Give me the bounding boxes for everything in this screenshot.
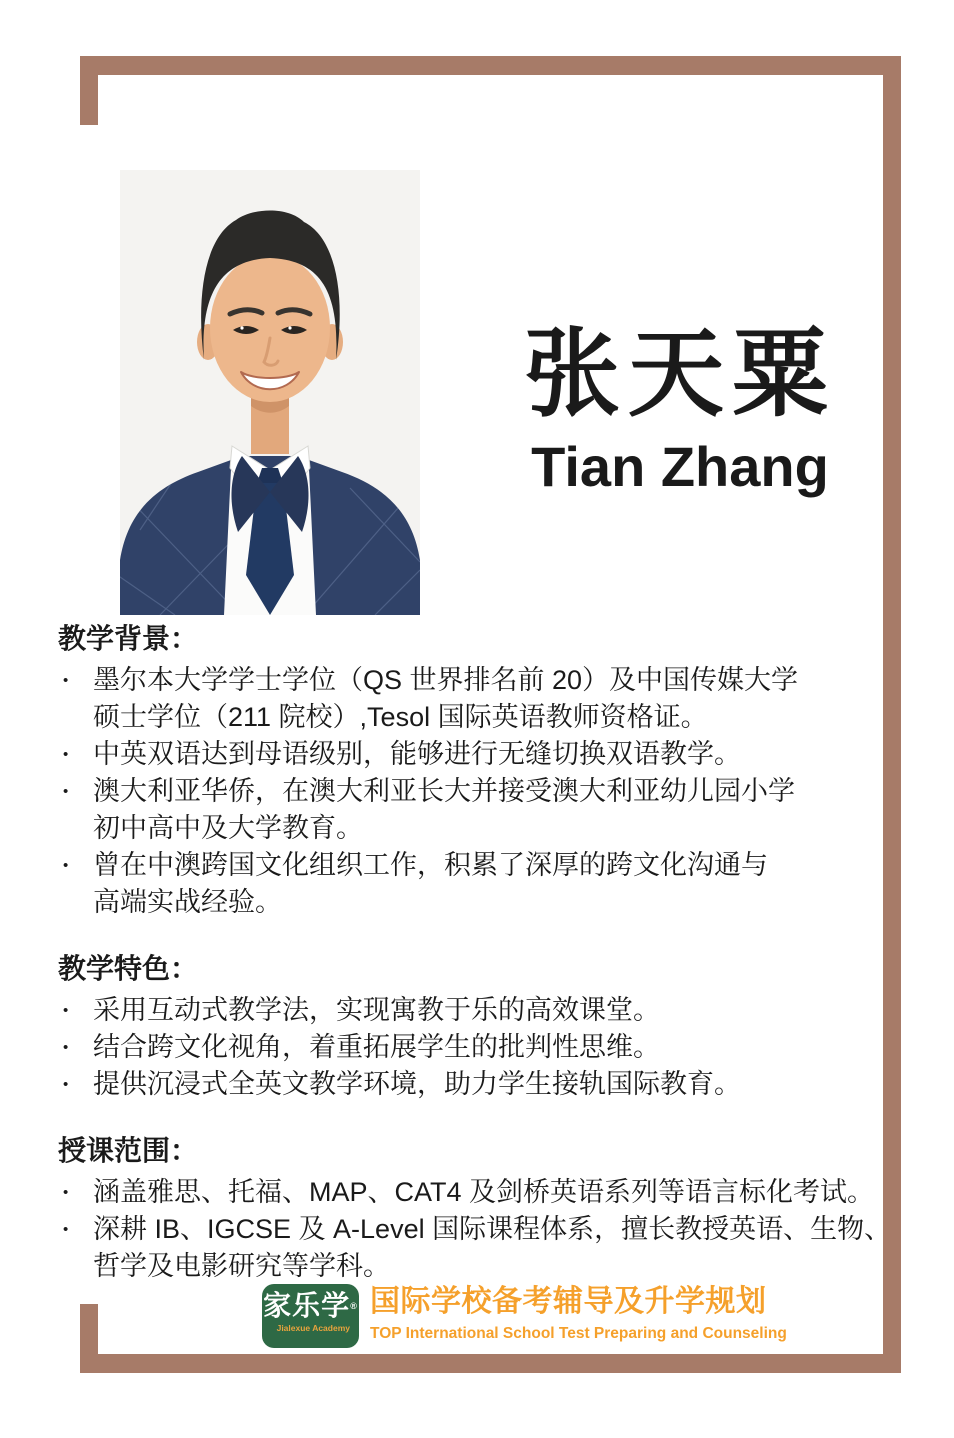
bullet-icon: • — [63, 1221, 69, 1238]
bullet-line: 初中高中及大学教育。 — [93, 813, 363, 843]
bullet-item — [58, 773, 870, 847]
bullet-line: 中英双语达到母语级别，能够进行无缝切换双语教学。 — [93, 739, 741, 769]
teacher-photo — [120, 170, 420, 615]
frame-top-bar — [80, 56, 901, 75]
frame-right-bar — [883, 56, 901, 1373]
teacher-portrait-illustration — [120, 170, 420, 615]
bullet-line: 墨尔本大学学士学位（QS 世界排名前 20）及中国传媒大学 — [93, 665, 799, 695]
bullet-item — [58, 662, 870, 736]
profile-content — [58, 620, 892, 1314]
bullet-icon: • — [63, 746, 69, 763]
jialexue-academy-logo — [262, 1284, 359, 1348]
section-heading: 授课范围： — [58, 1135, 199, 1166]
bullet-item — [58, 1066, 870, 1103]
footer-tagline — [370, 1284, 787, 1343]
bullet-line: 采用互动式教学法，实现寓教于乐的高效课堂。 — [93, 995, 660, 1025]
bullet-icon: • — [63, 783, 69, 800]
tagline-english: TOP International School Test Preparing and Counseling — [370, 1325, 787, 1342]
bullet-item — [58, 992, 870, 1029]
teacher-name-english: Tian Zhang — [531, 434, 829, 498]
bullet-line: 提供沉浸式全英文教学环境，助力学生接轨国际教育。 — [93, 1069, 741, 1099]
bullet-line: 高端实战经验。 — [93, 887, 282, 917]
frame-left-bottom-stub — [80, 1304, 98, 1373]
bullet-line: 结合跨文化视角，着重拓展学生的批判性思维。 — [93, 1032, 660, 1062]
bullet-item — [58, 1211, 892, 1285]
logo-english-name: Jialexue Academy — [276, 1323, 350, 1333]
bullet-icon: • — [63, 857, 69, 874]
bullet-line: 澳大利亚华侨，在澳大利亚长大并接受澳大利亚幼儿园小学 — [93, 776, 795, 806]
section-heading: 教学特色： — [58, 953, 199, 984]
section-teaching-background — [58, 620, 870, 921]
name-block — [460, 321, 900, 499]
bullet-icon: • — [63, 1039, 69, 1056]
bullet-icon: • — [63, 1002, 69, 1019]
bullet-icon: • — [63, 1184, 69, 1201]
section-teaching-scope — [58, 1132, 892, 1285]
tagline-chinese: 国际学校备考辅导及升学规划 — [370, 1285, 767, 1318]
logo-chinese-name: 家乐学® — [263, 1290, 358, 1321]
bullet-item — [58, 1029, 870, 1066]
bullet-item — [58, 847, 870, 921]
bullet-line: 深耕 IB、IGCSE 及 A-Level 国际课程体系，擅长教授英语、生物、 — [93, 1214, 892, 1244]
bullet-item — [58, 1174, 875, 1211]
section-heading: 教学背景： — [58, 623, 199, 654]
bullet-line: 曾在中澳跨国文化组织工作，积累了深厚的跨文化沟通与 — [93, 850, 768, 880]
bullet-item — [58, 736, 870, 773]
frame-bottom-bar — [80, 1354, 901, 1373]
section-teaching-features — [58, 950, 870, 1103]
frame-left-top-stub — [80, 56, 98, 125]
bullet-line: 哲学及电影研究等学科。 — [93, 1251, 390, 1281]
teacher-name-chinese: 张天粟 — [524, 321, 836, 428]
bullet-line: 涵盖雅思、托福、MAP、CAT4 及剑桥英语系列等语言标化考试。 — [93, 1177, 875, 1207]
bullet-icon: • — [63, 1076, 69, 1093]
bullet-icon: • — [63, 672, 69, 689]
bullet-line: 硕士学位（211 院校）,Tesol 国际英语教师资格证。 — [93, 702, 708, 732]
registered-trademark-icon: ® — [350, 1301, 358, 1311]
